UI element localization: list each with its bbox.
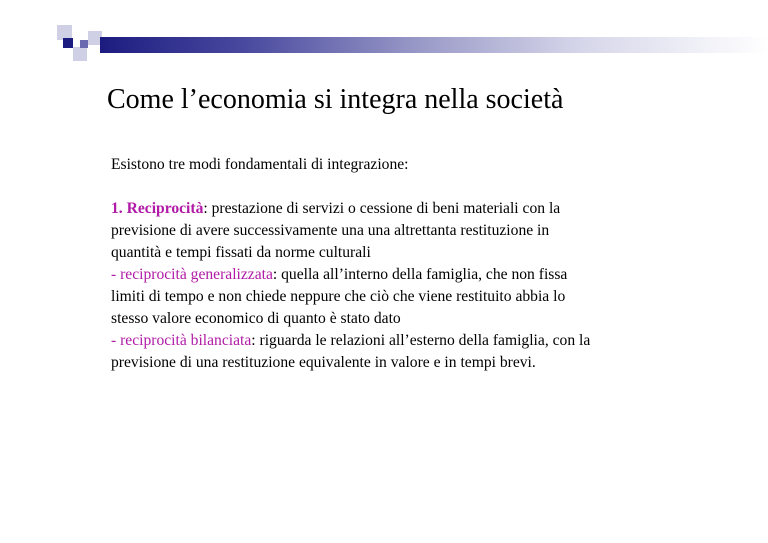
generalizzata-line-1 xyxy=(111,264,731,286)
header-gradient-bar xyxy=(100,37,768,53)
reciprocita-label: 1. Reciprocità xyxy=(111,200,204,217)
logo-square-mid xyxy=(80,40,88,48)
logo-square-light-bottom xyxy=(73,47,87,61)
bilanciata-line-1 xyxy=(111,330,731,352)
reciprocita-line-1 xyxy=(111,198,731,220)
intro-text: Esistono tre modi fondamentali di integrazione: xyxy=(111,156,409,173)
reciprocita-text: prestazione di servizi o cessione di beni materiali con la xyxy=(207,200,561,217)
bilanciata-label: - reciprocità bilanciata xyxy=(111,332,252,349)
generalizzata-line-3: stesso valore economico di quanto è stato dato xyxy=(111,310,401,327)
reciprocita-line-2: previsione di avere successivamente una una altrettanta restituzione in xyxy=(111,222,550,239)
bilanciata-line-2: previsione di una restituzione equivalente in valore e in tempi brevi. xyxy=(111,354,536,371)
slide-header-decoration xyxy=(0,0,768,70)
slide-title: Come l’economia si integra nella società xyxy=(107,84,564,115)
logo-square-dark xyxy=(63,38,73,48)
generalizzata-label: - reciprocità generalizzata xyxy=(111,266,273,283)
paragraph-spacer xyxy=(111,176,731,198)
slide-body xyxy=(111,154,731,374)
generalizzata-line-2: limiti di tempo e non chiede neppure che ciò che viene restituito abbia lo xyxy=(111,288,566,305)
reciprocita-separator: : xyxy=(203,200,208,217)
reciprocita-line-3: quantità e tempi fissati da norme culturali xyxy=(111,244,371,261)
bilanciata-text: : riguarda le relazioni all’esterno della famiglia, con la xyxy=(251,332,591,349)
generalizzata-text: : quella all’interno della famiglia, che non fissa xyxy=(272,266,568,283)
